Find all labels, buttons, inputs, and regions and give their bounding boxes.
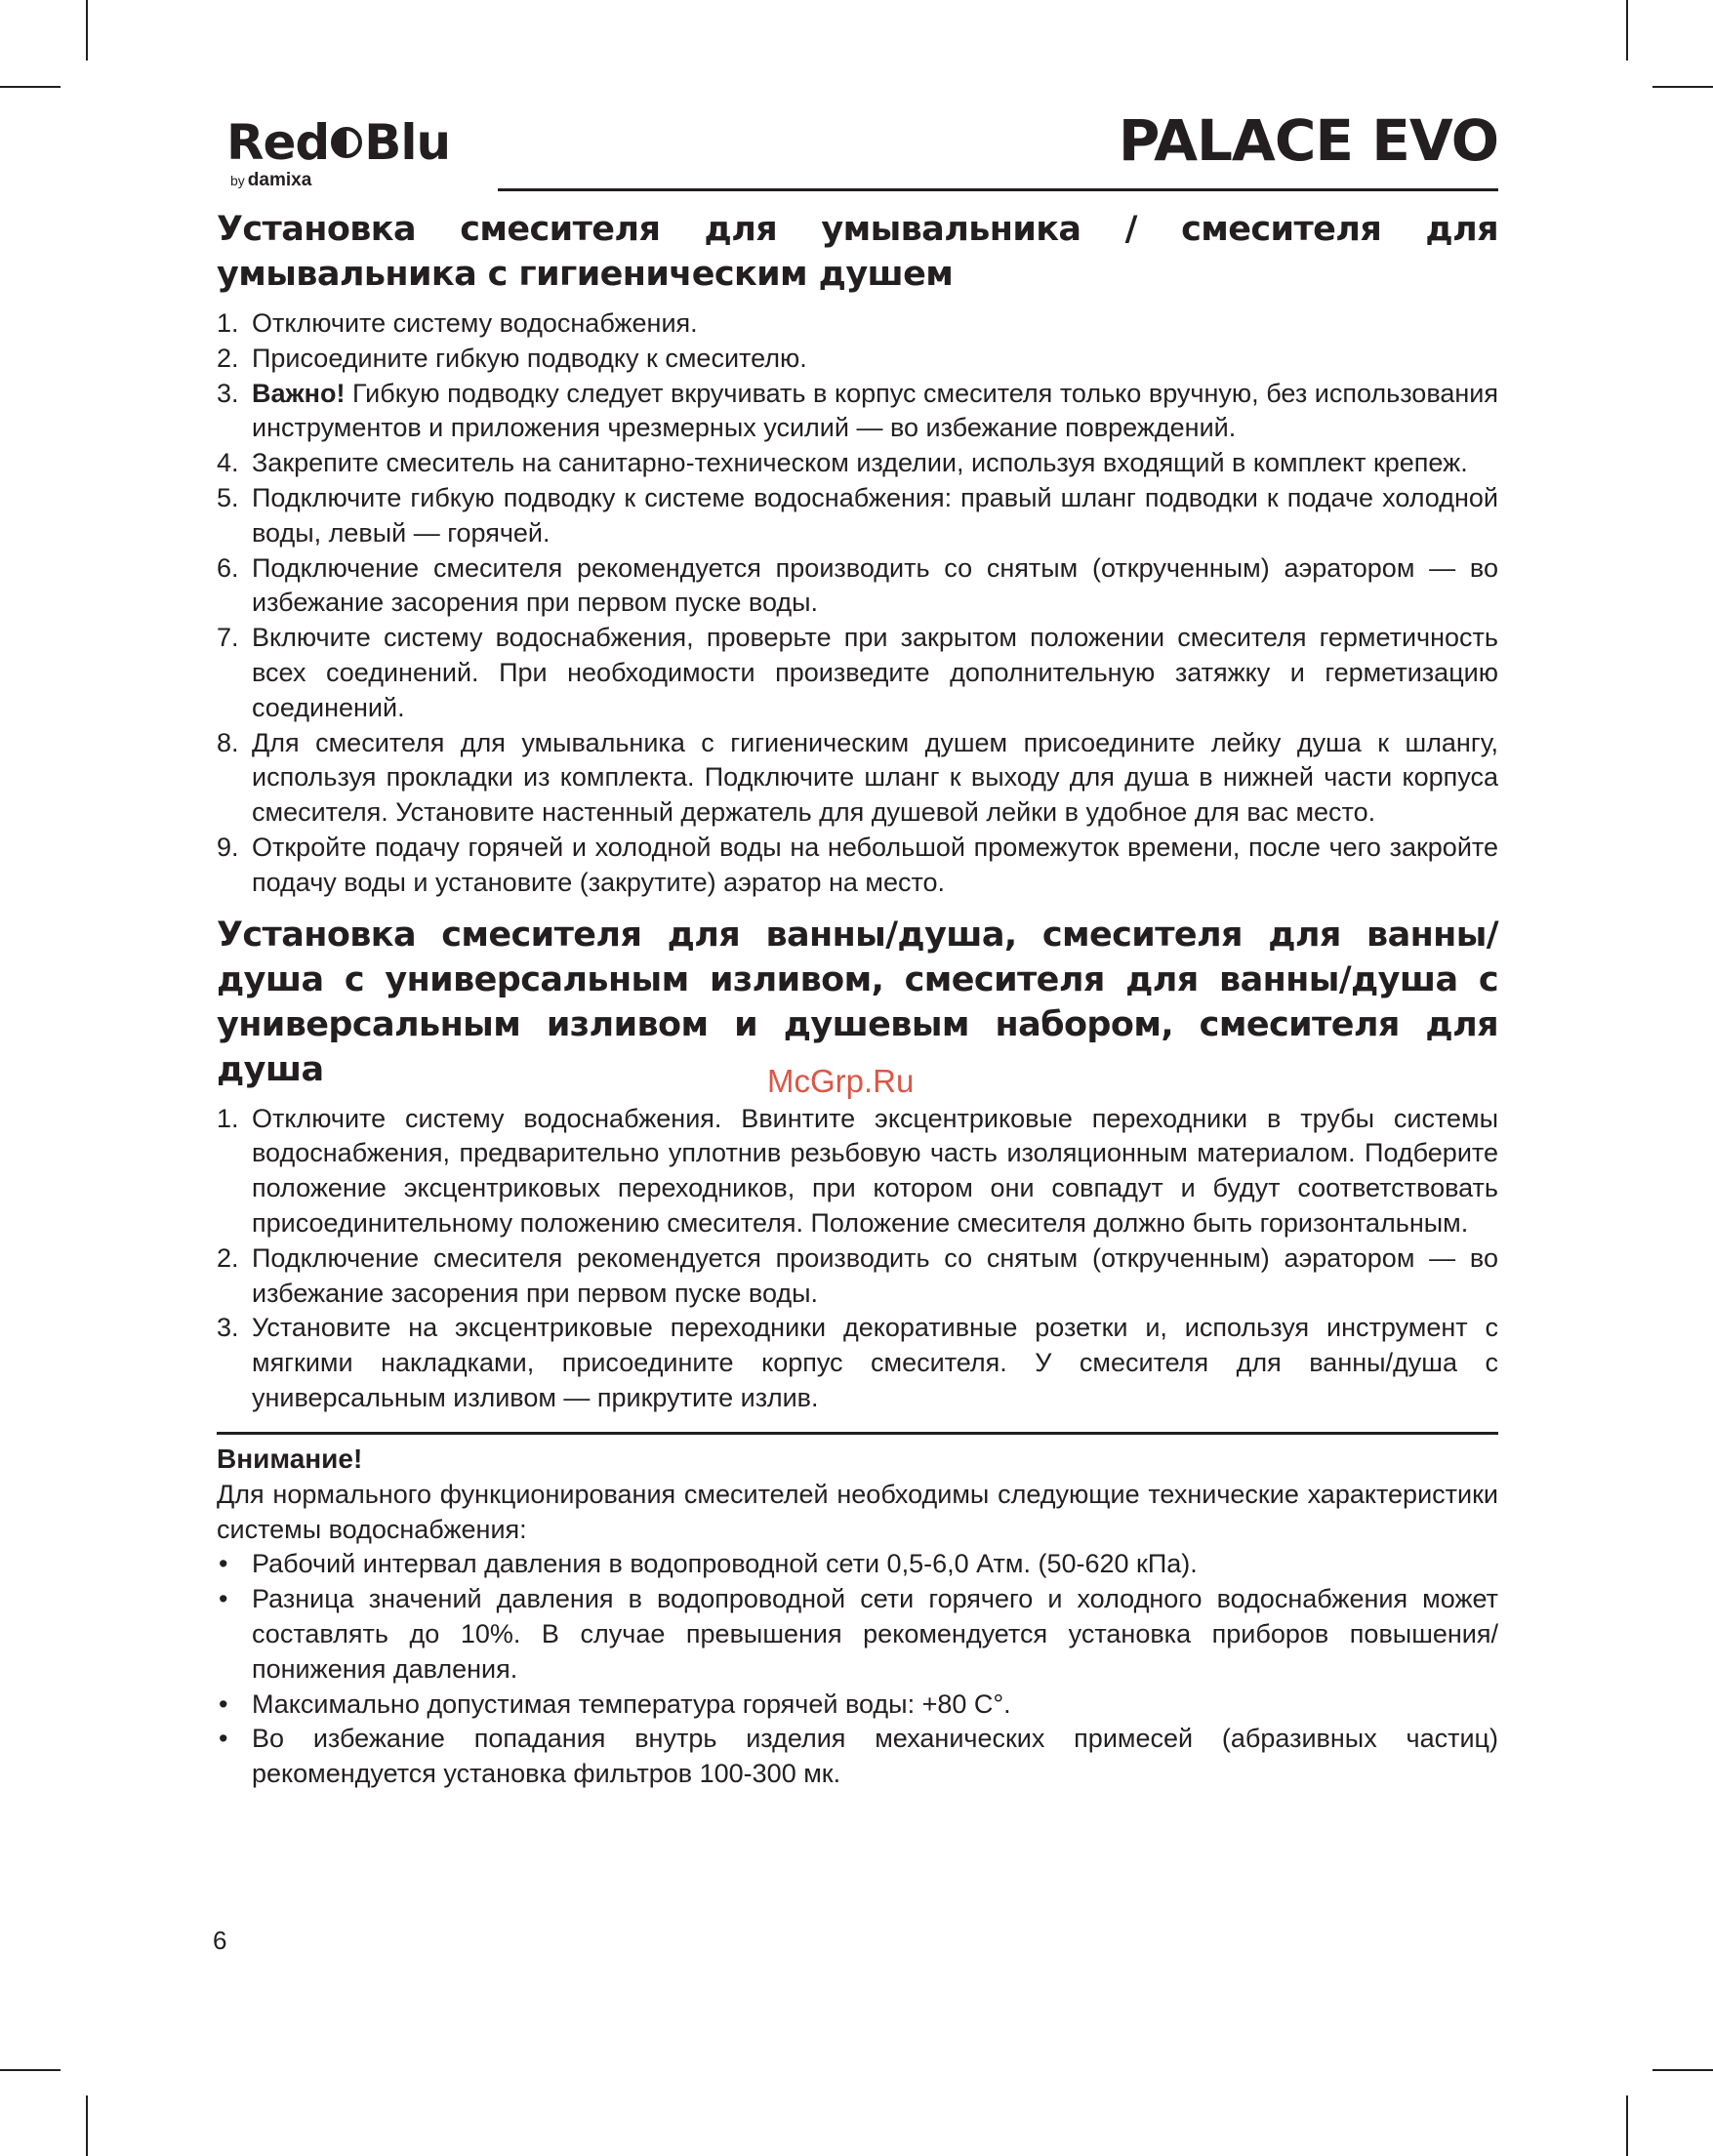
item-text: Закрепите смеситель на санитарно-техническом изделии, используя входящий в комплект крепеж. <box>252 448 1468 478</box>
item-number: 9. <box>217 832 239 862</box>
section2-title: Установка смесителя для ванны/душа, смесителя для ванны/душа с универсальным изливом, смесителя для ванны/душа с универсальным изливом и душевым набором, смесителя для душа <box>217 915 1498 1089</box>
item-number: 8. <box>217 727 239 757</box>
item-text: Разница значений давления в водопроводной сети горячего и холодного водоснабжения может составлять до 10%. В случае превышения рекомендуется установка приборов повышения/понижения давления. <box>252 1584 1498 1684</box>
list-item <box>217 1102 1498 1241</box>
item-number: 7. <box>217 623 239 653</box>
attention-title: Внимание! <box>217 1443 363 1474</box>
header-rule <box>498 188 1498 191</box>
bullet: • <box>219 1584 228 1614</box>
item-text: Для смесителя для умывальника с гигиеническим душем присоедините лейку душа к шлангу, используя прокладки из комплекта. Подключите шланг к выходу для душа в нижней части корпуса смесителя. Установите настенный держатель для душевой лейки в удобное для вас место. <box>252 727 1498 828</box>
watermark: McGrp.Ru <box>767 1063 915 1099</box>
list-item <box>217 1547 1498 1582</box>
item-text: Подключите гибкую подводку к системе водоснабжения: правый шланг подводки к подаче холодной воды, левый — горячей. <box>252 482 1498 548</box>
half-circle-icon <box>331 127 362 158</box>
item-text: Включите систему водоснабжения, проверьте при закрытом положении смесителя герметичность всех соединений. При необходимости произведите дополнительную затяжку и герметизацию соединений. <box>252 623 1498 722</box>
item-number: 3. <box>217 1313 239 1343</box>
brand-logo <box>226 115 480 195</box>
item-text: Присоедините гибкую подводку к смесителю. <box>252 343 807 373</box>
item-text: Во избежание попадания внутрь изделия механических примесей (абразивных частиц) рекомендуется установка фильтров 100-300 мк. <box>252 1724 1498 1789</box>
item-text: Отключите систему водоснабжения. <box>252 308 698 338</box>
bullet: • <box>219 1724 228 1754</box>
item-text: Установите на эксцентриковые переходники декоративные розетки и, используя инструмент с мягкими накладками, присоедините корпус смесителя. У смесителя для ванны/душа с универсальным изливом — прикрутите излив. <box>252 1313 1498 1412</box>
item-number: 1. <box>217 308 239 338</box>
section2-list <box>217 1102 1498 1416</box>
item-text: Максимально допустимая температура горячей воды: +80 С°. <box>252 1688 1011 1719</box>
list-item <box>217 481 1498 551</box>
crop-mark <box>0 86 61 88</box>
item-text: Подключение смесителя рекомендуется производить со снятым (открученным) аэратором — во избежание засорения при первом пуске воды. <box>252 1242 1498 1308</box>
list-item <box>217 377 1498 447</box>
crop-mark <box>86 2095 88 2156</box>
item-number: 4. <box>217 448 239 478</box>
attention-intro: Для нормального функционирования смесителей необходимы следующие технические характеристики системы водоснабжения: <box>217 1479 1498 1544</box>
list-item <box>217 306 1498 342</box>
item-text: Подключение смесителя рекомендуется производить со снятым (открученным) аэратором — во избежание засорения при первом пуске воды. <box>252 552 1498 618</box>
page-content <box>217 207 1498 1792</box>
brand-left: Red <box>226 114 330 171</box>
item-text: Отключите систему водоснабжения. Ввинтите эксцентриковые переходники в трубы системы водоснабжения, предварительно уплотнив резьбовую часть изоляционным материалом. Подберите положение эксцентриковых переходников, при котором они совпадут и будут соответствовать присоединительному положению смесителя. Положение смесителя должно быть горизонтальным. <box>252 1103 1498 1238</box>
item-number: 5. <box>217 482 239 512</box>
brand-right: Blu <box>364 114 451 171</box>
item-text: Откройте подачу горячей и холодной воды на небольшой промежуток времени, после чего закройте подачу воды и установите (закрутите) аэратор на место. <box>252 832 1498 897</box>
list-item <box>217 1241 1498 1312</box>
bullet: • <box>219 1549 228 1579</box>
item-text: Рабочий интервал давления в водопроводной сети 0,5-6,0 Атм. (50-620 кПа). <box>252 1549 1198 1579</box>
list-item <box>217 1722 1498 1792</box>
list-item <box>217 446 1498 481</box>
crop-mark <box>0 2069 61 2071</box>
brand-sub <box>230 170 311 191</box>
list-item <box>217 1582 1498 1687</box>
page-number: 6 <box>213 1926 227 1955</box>
crop-mark <box>1626 0 1628 61</box>
crop-mark <box>1652 86 1713 88</box>
list-item <box>217 831 1498 901</box>
crop-mark <box>1626 2095 1628 2156</box>
item-text: Гибкую подводку следует вкручивать в корпус смесителя только вручную, без использования инструментов и приложения чрезмерных усилий — во избежание повреждений. <box>252 378 1498 443</box>
item-number: 2. <box>217 1242 239 1273</box>
product-title: PALACE EVO <box>1118 107 1498 174</box>
list-item <box>217 726 1498 831</box>
brand-by: by <box>230 173 245 188</box>
brand-company: damixa <box>247 170 312 190</box>
list-item <box>217 551 1498 622</box>
list-item <box>217 1311 1498 1415</box>
item-emphasis: Важно! <box>252 378 346 408</box>
brand-wordmark <box>226 115 450 170</box>
item-number: 2. <box>217 343 239 373</box>
item-number: 6. <box>217 552 239 583</box>
section1-title: Установка смесителя для умывальника / смесителя для умывальника с гигиеническим душем <box>217 210 1498 294</box>
item-number: 3. <box>217 378 239 408</box>
attention-list <box>217 1547 1498 1792</box>
crop-mark <box>1652 2069 1713 2071</box>
list-item <box>217 1688 1498 1723</box>
list-item <box>217 621 1498 725</box>
bullet: • <box>219 1688 228 1719</box>
crop-mark <box>86 0 88 61</box>
item-number: 1. <box>217 1103 239 1133</box>
section-divider <box>217 1432 1498 1435</box>
list-item <box>217 342 1498 377</box>
section1-list <box>217 306 1498 901</box>
